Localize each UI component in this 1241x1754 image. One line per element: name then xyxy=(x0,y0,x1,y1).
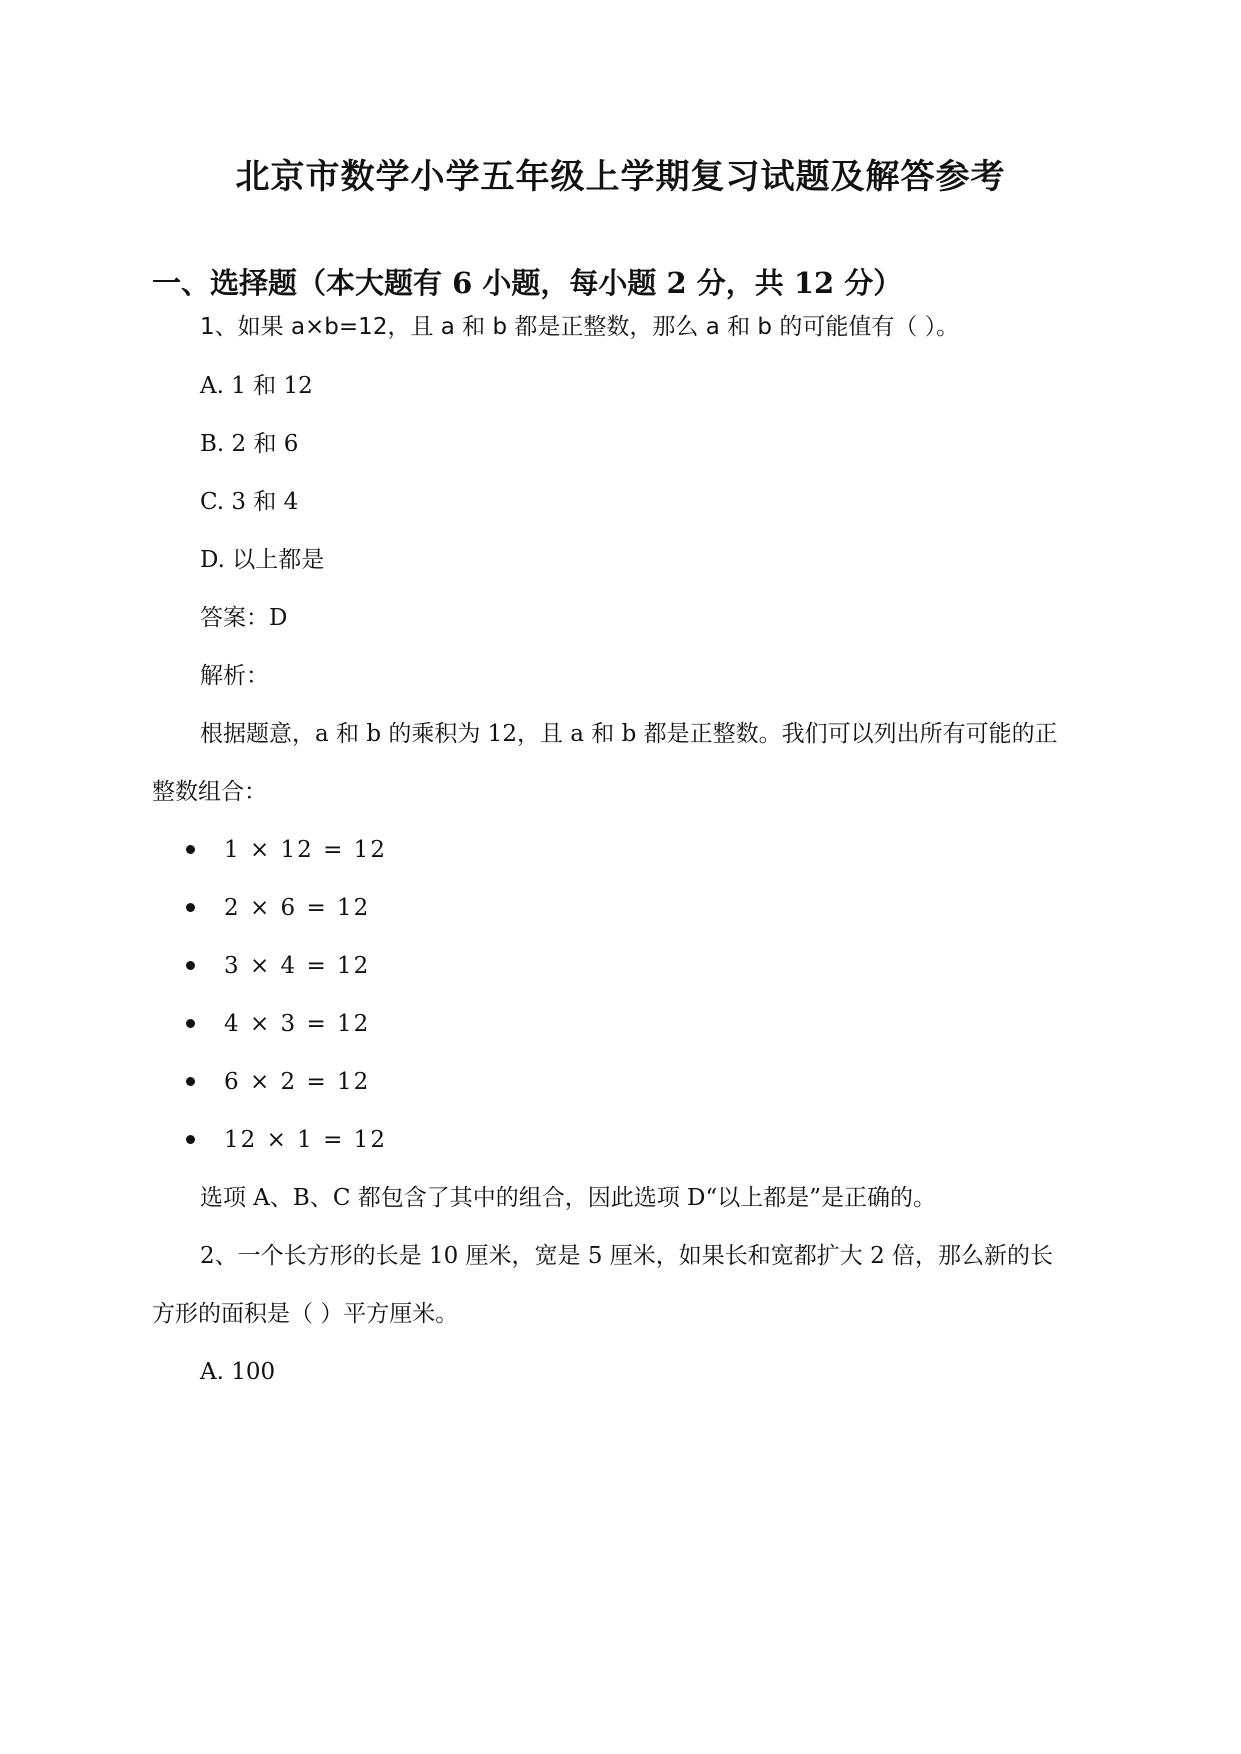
bullet-icon xyxy=(186,1077,195,1086)
bullet-icon xyxy=(186,1135,195,1144)
list-item-text: 3 × 4 = 12 xyxy=(224,953,371,979)
question-1-analysis-line-2: 整数组合： xyxy=(152,779,267,805)
bullet-icon xyxy=(186,961,195,970)
question-1-option-b: B. 2 和 6 xyxy=(200,431,299,457)
bullet-icon xyxy=(186,1019,195,1028)
list-item-text: 4 × 3 = 12 xyxy=(224,1011,371,1037)
document-title: 北京市数学小学五年级上学期复习试题及解答参考 xyxy=(235,157,1006,197)
list-item-text: 2 × 6 = 12 xyxy=(224,895,371,921)
bullet-icon xyxy=(186,845,195,854)
list-item xyxy=(186,948,370,984)
question-1-stem: 1、如果 a×b=12，且 a 和 b 都是正整数，那么 a 和 b 的可能值有（ ）。 xyxy=(200,314,960,340)
question-2-stem-line-2: 方形的面积是（ ）平方厘米。 xyxy=(152,1301,459,1327)
list-item-text: 1 × 12 = 12 xyxy=(224,837,387,863)
section-heading: 一、选择题（本大题有 6 小题，每小题 2 分，共 12 分） xyxy=(152,266,903,300)
list-item xyxy=(186,890,370,926)
question-1-option-c: C. 3 和 4 xyxy=(200,489,299,515)
question-2-stem-line-1: 2、一个长方形的长是 10 厘米，宽是 5 厘米，如果长和宽都扩大 2 倍，那么新的长 xyxy=(200,1243,1054,1269)
question-1-answer: 答案：D xyxy=(200,605,288,631)
list-item-text: 12 × 1 = 12 xyxy=(224,1127,387,1153)
list-item xyxy=(186,832,387,868)
list-item xyxy=(186,1006,370,1042)
question-1-conclusion: 选项 A、B、C 都包含了其中的组合，因此选项 D“以上都是”是正确的。 xyxy=(200,1185,936,1211)
list-item-text: 6 × 2 = 12 xyxy=(224,1069,371,1095)
question-1-analysis-label: 解析： xyxy=(200,663,269,689)
question-1-analysis-line-1: 根据题意，a 和 b 的乘积为 12，且 a 和 b 都是正整数。我们可以列出所有可能的正 xyxy=(200,721,1058,747)
list-item xyxy=(186,1064,370,1100)
question-1-option-a: A. 1 和 12 xyxy=(200,373,313,399)
list-item xyxy=(186,1122,387,1158)
bullet-icon xyxy=(186,903,195,912)
question-2-option-a: A. 100 xyxy=(200,1359,276,1385)
question-1-option-d: D. 以上都是 xyxy=(200,547,325,573)
